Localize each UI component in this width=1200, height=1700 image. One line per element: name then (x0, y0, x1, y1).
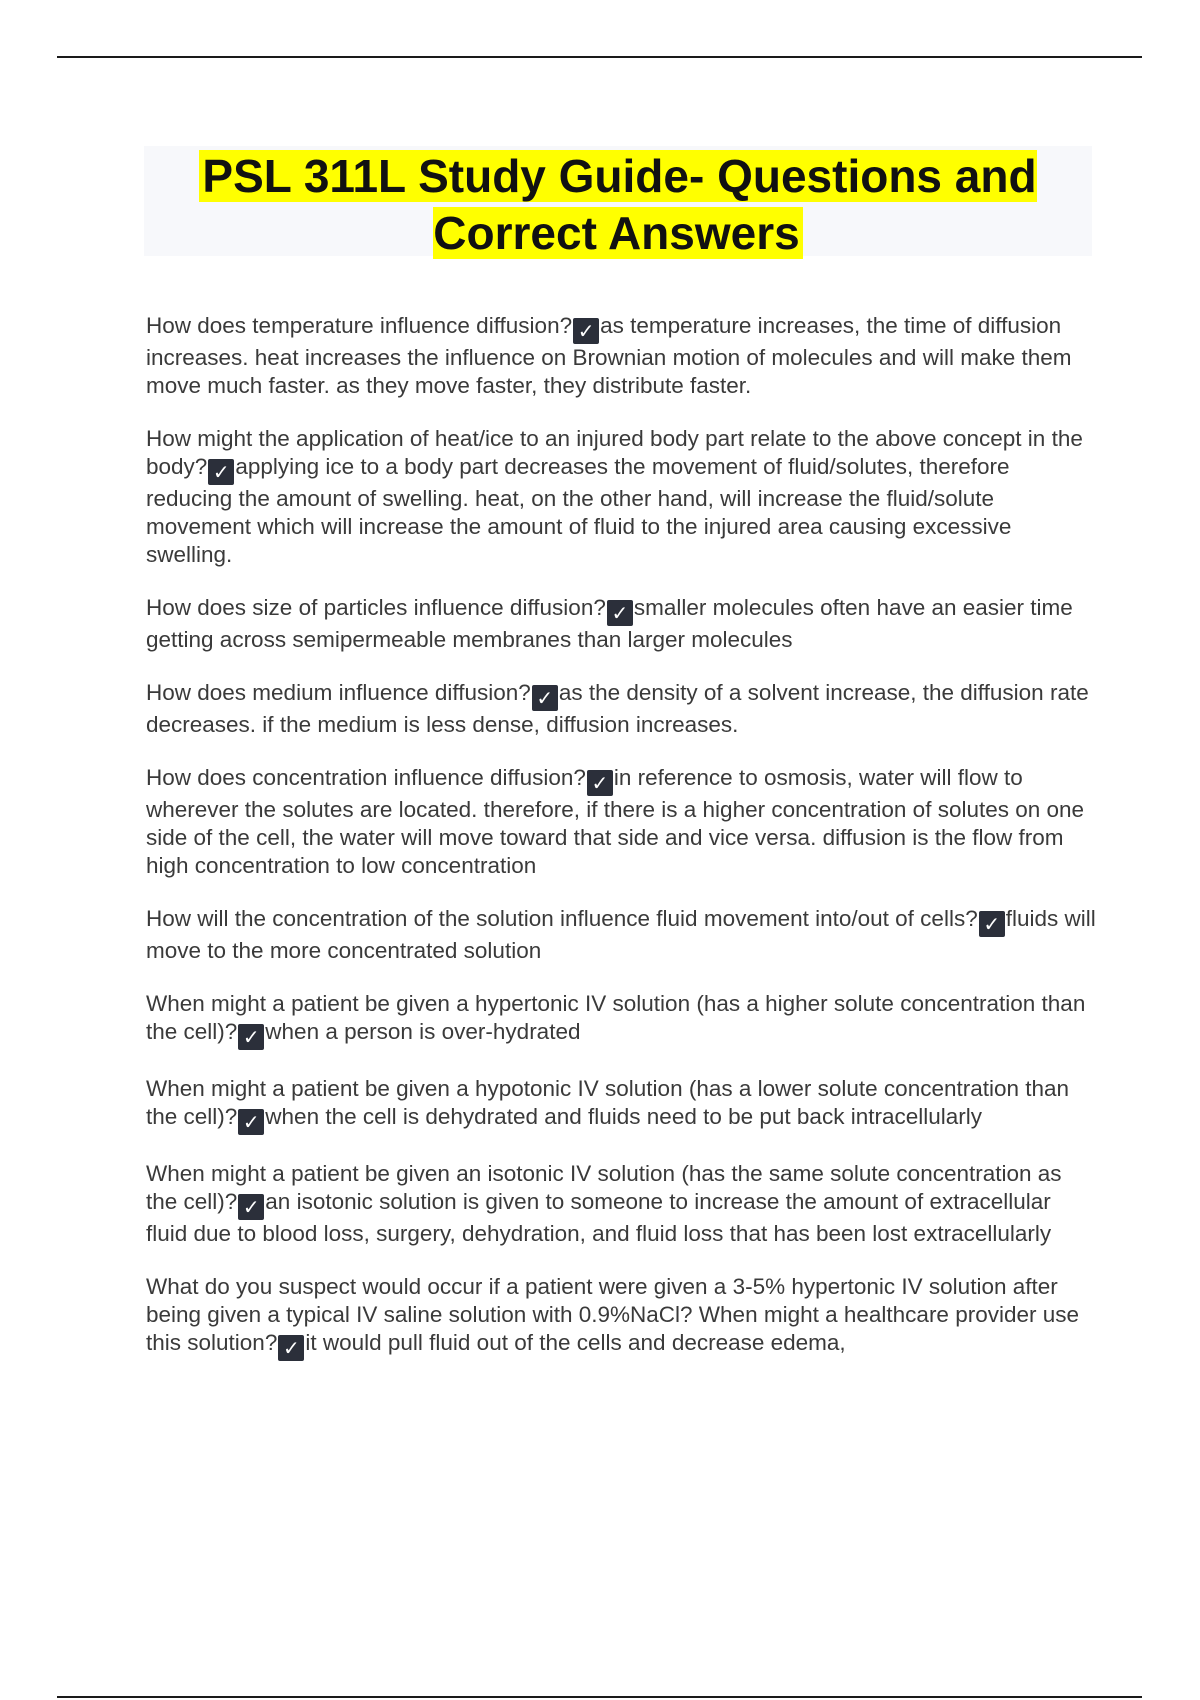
qa-item (146, 764, 1096, 880)
page-title-text: PSL 311L Study Guide- Questions and Correct Answers (199, 150, 1036, 259)
check-icon: ✓ (238, 1109, 264, 1135)
check-icon: ✓ (238, 1194, 264, 1220)
answer-text: an isotonic solution is given to someone to increase the amount of extracellular fluid due to blood loss, surgery, dehydration, and fluid loss that has been lost extracellularly (146, 1189, 1052, 1246)
qa-item (146, 1273, 1096, 1361)
answer-text: applying ice to a body part decreases the movement of fluid/solutes, therefore reducing the amount of swelling. heat, on the other hand, will increase the fluid/solute movement which will increase the amount of fluid to the injured area causing excessive swelling. (146, 454, 1012, 567)
answer-text: when the cell is dehydrated and fluids need to be put back intracellularly (265, 1104, 982, 1129)
check-icon: ✓ (238, 1024, 264, 1050)
question-text: What do you suspect would occur if a patient were given a 3-5% hypertonic IV solution after being given a typical IV saline solution with 0.9%NaCl? When might a healthcare provider use this solution? (146, 1274, 1080, 1355)
answer-text: smaller molecules often have an easier time getting across semipermeable membranes than larger molecules (146, 595, 1073, 652)
question-text: How does size of particles influence diffusion? (146, 595, 606, 620)
question-text: How does medium influence diffusion? (146, 680, 531, 705)
title-block (144, 146, 1092, 259)
answer-text: in reference to osmosis, water will flow to wherever the solutes are located. therefore, if there is a higher concentration of solutes on one side of the cell, the water will move toward that side and vice versa. diffusion is the flow from high concentration to low concentration (146, 765, 1085, 878)
qa-item (146, 679, 1096, 739)
qa-item (146, 990, 1096, 1050)
page-title (144, 146, 1092, 262)
check-icon: ✓ (278, 1335, 304, 1361)
qa-item (146, 1075, 1096, 1135)
question-text: How will the concentration of the solution influence fluid movement into/out of cells? (146, 906, 978, 931)
qa-item (146, 425, 1096, 569)
qa-item (146, 312, 1096, 400)
check-icon: ✓ (979, 911, 1005, 937)
qa-item (146, 1160, 1096, 1248)
question-text: How might the application of heat/ice to an injured body part relate to the above concept in the body? (146, 426, 1083, 479)
question-text: When might a patient be given a hypotonic IV solution (has a lower solute concentration than the cell)? (146, 1076, 1070, 1129)
question-text: When might a patient be given a hypertonic IV solution (has a higher solute concentration than the cell)? (146, 991, 1086, 1044)
check-icon: ✓ (607, 600, 633, 626)
qa-item (146, 594, 1096, 654)
answer-text: as temperature increases, the time of diffusion increases. heat increases the influence on Brownian motion of molecules and will make them move much faster. as they move faster, they distribute faster. (146, 313, 1072, 398)
question-text: When might a patient be given an isotonic IV solution (has the same solute concentration as the cell)? (146, 1161, 1062, 1214)
answer-text: when a person is over-hydrated (265, 1019, 581, 1044)
check-icon: ✓ (208, 459, 234, 485)
answer-text: it would pull fluid out of the cells and decrease edema, (305, 1330, 846, 1355)
question-text: How does concentration influence diffusion? (146, 765, 586, 790)
check-icon: ✓ (573, 318, 599, 344)
answer-text: as the density of a solvent increase, the diffusion rate decreases. if the medium is less dense, diffusion increases. (146, 680, 1089, 737)
check-icon: ✓ (587, 770, 613, 796)
check-icon: ✓ (532, 685, 558, 711)
question-text: How does temperature influence diffusion? (146, 313, 573, 338)
top-rule (57, 56, 1142, 58)
qa-item (146, 905, 1096, 965)
qa-list (146, 312, 1096, 1386)
bottom-rule (57, 1696, 1142, 1698)
answer-text: fluids will move to the more concentrated solution (146, 906, 1096, 963)
